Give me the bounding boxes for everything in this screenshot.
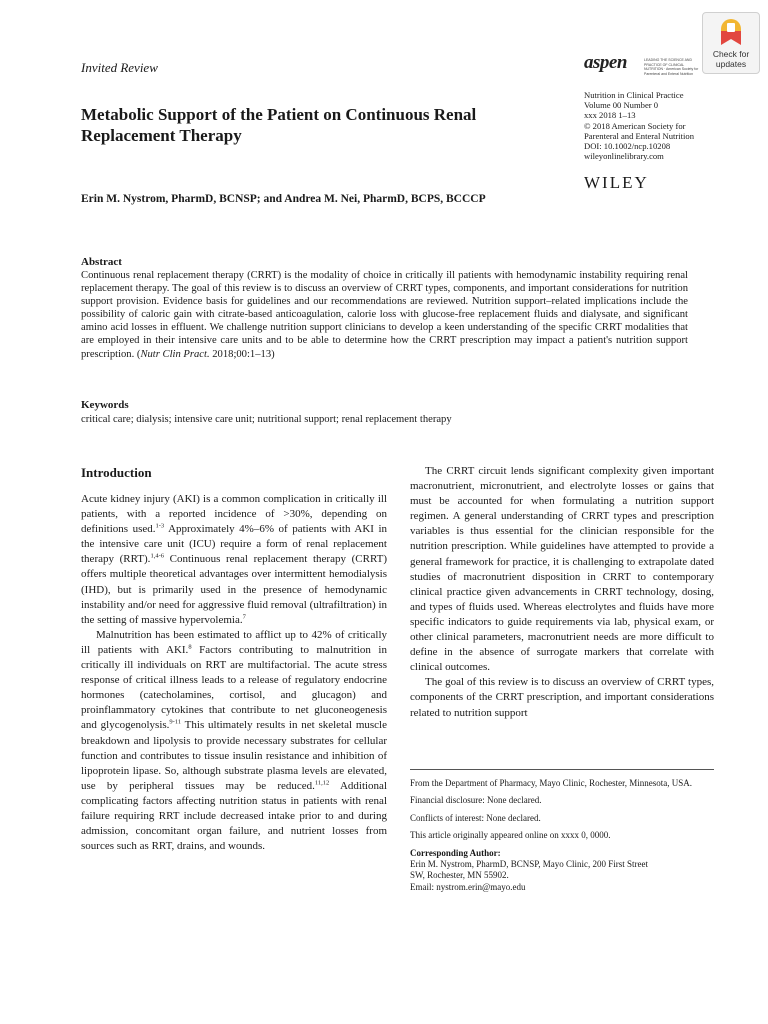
conflicts-of-interest: Conflicts of interest: None declared.	[410, 812, 541, 823]
intro-paragraph-3: The CRRT circuit lends significant complexity given important macronutrient, micronutrient, and electrolyte losses or gains that must be accounted for when formulating a nutrition support regimen. A general understanding of CRRT types and prescription variables is thus essential for the clinician responsible for the nutrition prescription. While guidelines have attempted to provide a general framework for practice, it is challenging to extrapolate dated studies of macronutrient disposition in CRRT to contemporary clinical practice given advancements in CRRT technology, dosing, and types of fluids used. Whereas electrolytes and fluids have more specific indicators to guide requirements via lab, physical exam, or other clinical parameters, macronutrient needs are more difficult to define in the absence of surrogate markers that correlate with clinical outcomes.	[410, 465, 714, 674]
crossmark-label-line-1: Check for	[712, 49, 750, 59]
left-column	[81, 465, 387, 854]
journal-name: Nutrition in Clinical Practice	[584, 90, 684, 100]
journal-pages: xxx 2018 1–13	[584, 110, 636, 121]
aspen-logo	[584, 52, 704, 78]
crossmark-label	[703, 49, 759, 69]
financial-disclosure: Financial disclosure: None declared.	[410, 795, 542, 806]
intro-p1-text-c: Continuous renal replacement therapy (CRRT) offers multiple theoretical advantages over intermittent hemodialysis (IHD), but is primarily used in the presence of hemodynamic instability and/or need for aggressive fluid removal (ultrafiltration) in the setting of massive hypervolemia.	[81, 553, 387, 626]
intro-p2-text-b: Factors contributing to malnutrition in critically ill individuals on RRT are multifactorial. The acute stress response of critical illness leads to a release of regulatory endocrine hormones (catecholamines, cortisol, and glucagon) and proinflammatory cytokines that contribute to net gluconeogenesis and glycogenolysis.	[81, 643, 387, 732]
corresponding-author-email[interactable]: Email: nystrom.erin@mayo.edu	[410, 881, 526, 892]
corresponding-author-heading: Corresponding Author:	[410, 847, 501, 858]
citation-ref[interactable]: 7	[242, 613, 246, 621]
aspen-logo-wordmark: aspen	[584, 52, 627, 73]
crossmark-icon	[719, 17, 743, 47]
citation-ref[interactable]: 9-11	[169, 718, 182, 726]
online-publication-note: This article originally appeared online on xxxx 0, 0000.	[410, 830, 611, 841]
intro-p2-text-c: This ultimately results in net skeletal muscle breakdown and lipolysis to provide necessary substrates for cellular function and contributes to tissue insulin resistance and inhibition of lipoprotein lipase. So, although substrate plasma levels are elevated, use by peripheral tissues may be reduced.	[81, 719, 387, 792]
citation-ref[interactable]: 8	[188, 643, 192, 651]
intro-p1-text-b: Approximately 4%–6% of patients with AKI in the intensive care unit (ICU) require a form of renal replacement therapy (RRT).	[81, 523, 388, 566]
abstract-heading: Abstract	[81, 256, 122, 268]
abstract-citation-journal: Nutr Clin Pract.	[140, 348, 210, 360]
intro-p2-text-a: Malnutrition has been estimated to afflict up to 42% of critically ill patients with AKI.	[81, 628, 387, 656]
journal-info	[584, 90, 734, 161]
publisher-logo: WILEY	[584, 173, 649, 192]
right-column	[410, 464, 714, 721]
citation-ref[interactable]: 1-3	[155, 522, 165, 530]
journal-doi[interactable]: DOI: 10.1002/ncp.10208	[584, 141, 671, 152]
footnote-divider	[410, 769, 714, 770]
intro-paragraph-4: The goal of this review is to discuss an overview of CRRT types, components of the CRRT prescription, and important considerations related to nutrition support	[410, 676, 714, 719]
journal-copyright: © 2018 American Society for	[584, 120, 686, 131]
keywords-list: critical care; dialysis; intensive care unit; nutritional support; renal replacement therapy	[81, 414, 452, 425]
intro-paragraph-2	[81, 628, 387, 854]
abstract-body	[81, 269, 688, 361]
corresponding-author-line-2: SW, Rochester, MN 55902.	[410, 870, 509, 881]
citation-ref[interactable]: 1,4-6	[150, 552, 164, 560]
running-head: Invited Review	[81, 60, 158, 75]
keywords-heading: Keywords	[81, 399, 129, 411]
citation-ref[interactable]: 11,12	[314, 779, 330, 787]
intro-p1-text-a: Acute kidney injury (AKI) is a common complication in critically ill patients, with a reported incidence of >30%, depending on definitions used.	[81, 493, 387, 536]
aspen-logo-tagline: LEADING THE SCIENCE AND PRACTICE OF CLINICAL NUTRITION · American Society for Parenteral and Enteral Nutrition	[644, 58, 699, 76]
article-authors: Erin M. Nystrom, PharmD, BCNSP; and Andrea M. Nei, PharmD, BCPS, BCCCP	[81, 193, 486, 205]
corresponding-author	[410, 848, 714, 894]
corresponding-author-line-1: Erin M. Nystrom, PharmD, BCNSP, Mayo Clinic, 200 First Street	[410, 859, 649, 870]
intro-paragraph-1	[81, 492, 387, 628]
intro-p2-text-d: Additional complicating factors affecting nutrition status in patients with renal failure requiring RRT include decreased intake prior to and during admission, concomitant organ failure, and nutrient losses from sources such as RRT, drains, and wounds.	[81, 779, 387, 853]
journal-website[interactable]: wileyonlinelibrary.com	[584, 151, 664, 162]
journal-volume: Volume 00 Number 0	[584, 100, 659, 111]
journal-society: Parenteral and Enteral Nutrition	[584, 130, 695, 141]
affiliation-note: From the Department of Pharmacy, Mayo Clinic, Rochester, Minnesota, USA.	[410, 778, 693, 788]
introduction-heading: Introduction	[81, 465, 152, 480]
article-footnotes	[410, 778, 714, 893]
abstract-text: Continuous renal replacement therapy (CRRT) is the modality of choice in critically ill patients with hemodynamic instability requiring renal replacement therapy. The goal of this review is to discuss an overview of CRRT types, components, and important considerations for nutrition support provision. Evidence basis for guidelines and our recommendations are reviewed. Nutrition support–related implications include the possibility of caloric gain with citrate-based anticoagulation, calorie loss with glucose-free replacement fluids and dialysate, and significant amino acid losses in effluent. We challenge nutrition support clinicians to develop a keen understanding of the specific CRRT modalities that are employed in their intensive care units and to be able to determine how the CRRT prescription may impact a patient's nutrition support prescription. (	[81, 270, 688, 360]
check-for-updates-badge[interactable]	[702, 12, 760, 74]
crossmark-label-line-2: updates	[715, 59, 747, 69]
abstract-citation: 2018;00:1–13)	[209, 348, 275, 360]
article-title: Metabolic Support of the Patient on Continuous Renal Replacement Therapy	[81, 105, 477, 145]
